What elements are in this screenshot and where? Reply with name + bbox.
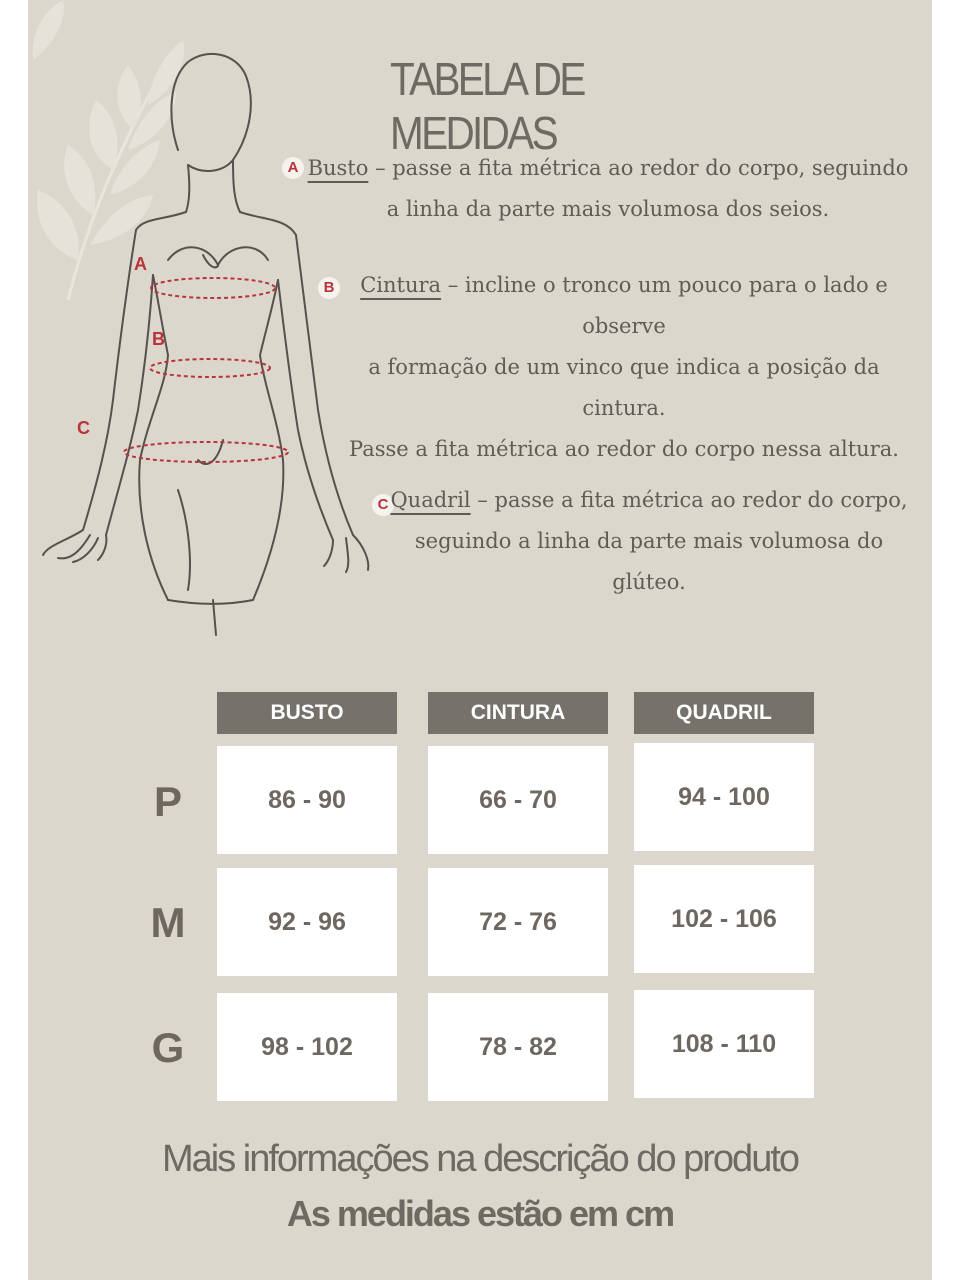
- term-cintura: Cintura: [360, 273, 442, 297]
- column-header-cintura: CINTURA: [428, 692, 608, 734]
- badge-b: B: [318, 277, 340, 299]
- size-label-m: M: [150, 899, 186, 946]
- instruction-busto: [298, 148, 918, 230]
- term-quadril: Quadril: [390, 488, 471, 512]
- instruction-quadril-line3: glúteo.: [612, 570, 686, 594]
- cell-m-quadril: 102 - 106: [634, 865, 814, 973]
- instruction-quadril-line2: seguindo a linha da parte mais volumosa do: [414, 529, 884, 553]
- term-busto: Busto: [307, 156, 369, 180]
- column-header-quadril: QUADRIL: [634, 692, 814, 734]
- badge-c: C: [372, 494, 394, 516]
- instruction-quadril-line1: – passe a fita métrica ao redor do corpo,: [470, 488, 908, 512]
- cell-m-cintura: 72 - 76: [428, 868, 608, 976]
- column-header-busto: BUSTO: [217, 692, 397, 734]
- cell-g-cintura: 78 - 82: [428, 993, 608, 1101]
- footer-info: Mais informações na descrição do produto: [161, 1138, 799, 1180]
- cell-g-busto: 98 - 102: [217, 993, 397, 1101]
- size-chart-page: [28, 0, 932, 1280]
- cell-m-busto: 92 - 96: [217, 868, 397, 976]
- figure-mark-b: B: [152, 329, 165, 349]
- size-label-g: G: [151, 1024, 185, 1071]
- instruction-busto-line2: a linha da parte mais volumosa dos seios.: [386, 197, 830, 221]
- instruction-cintura-line1: – incline o tronco um pouco para o lado e: [441, 273, 888, 297]
- page-title: TABELA DE MEDIDAS: [390, 53, 584, 159]
- figure-mark-c: C: [77, 418, 90, 438]
- instruction-cintura-line2: observe: [582, 314, 666, 338]
- cell-p-busto: 86 - 90: [217, 746, 397, 854]
- instruction-busto-line1: – passe a fita métrica ao redor do corpo, seguindo: [368, 156, 909, 180]
- size-label-p: P: [153, 778, 182, 825]
- cell-p-quadril: 94 - 100: [634, 743, 814, 851]
- cell-p-cintura: 66 - 70: [428, 746, 608, 854]
- badge-a: A: [282, 157, 304, 179]
- footer-units: As medidas estão em cm: [286, 1193, 674, 1234]
- figure-mark-a: A: [134, 254, 147, 274]
- instruction-cintura-line4: Passe a fita métrica ao redor do corpo nessa altura.: [349, 437, 899, 461]
- instruction-cintura-line3: a formação de um vinco que indica a posição da cintura.: [368, 355, 880, 420]
- cell-g-quadril: 108 - 110: [634, 990, 814, 1098]
- instruction-quadril: [374, 480, 924, 603]
- instruction-cintura: [324, 265, 924, 470]
